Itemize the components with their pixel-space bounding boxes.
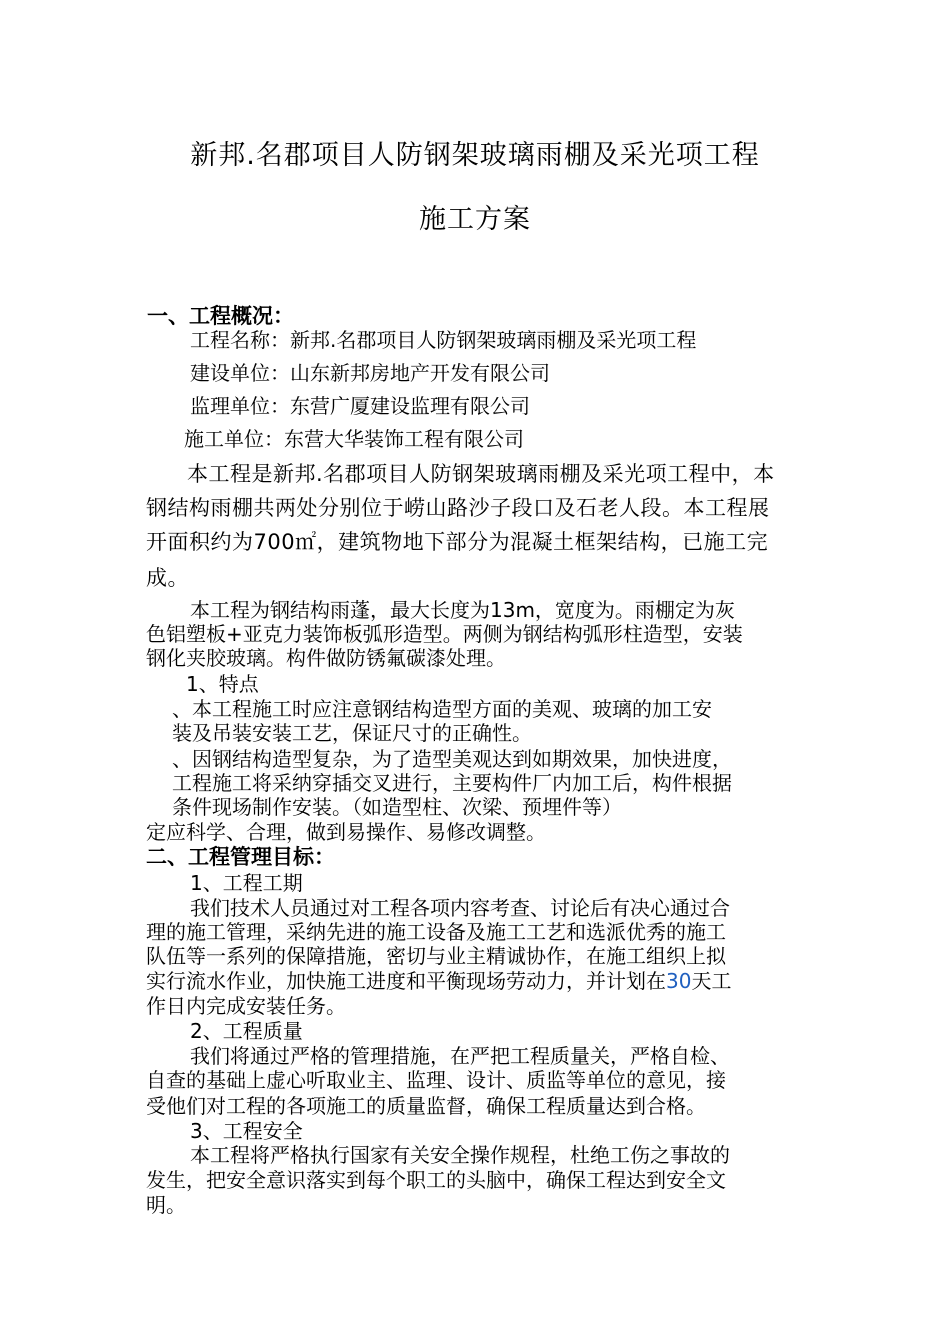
owner-unit: 建设单位：山东新邦房地产开发有限公司 [190, 361, 550, 385]
feature-line: 、本工程施工时应注意钢结构造型方面的美观、玻璃的加工安 [172, 697, 712, 721]
document-subtitle: 施工方案 [419, 204, 531, 235]
structure-paragraph-line: 钢化夹胶玻璃。构件做防锈氟碳漆处理。 [146, 646, 506, 670]
quality-line: 我们将通过严格的管理措施，在严把工程质量关，严格自检、 [190, 1044, 730, 1068]
feature-line: 装及吊装安装工艺，保证尺寸的正确性。 [172, 721, 532, 745]
overview-paragraph-line: 开面积约为700㎡，建筑物地下部分为混凝土框架结构，已施工完 [146, 530, 769, 554]
feature-tail-line: 定应科学、合理，做到易操作、易修改调整。 [146, 820, 546, 844]
overview-paragraph-line: 本工程是新邦.名郡项目人防钢架玻璃雨棚及采光项工程中，本 [187, 462, 775, 486]
schedule-line: 作日内完成安装任务。 [146, 994, 346, 1018]
supervisor-unit: 监理单位：东营广厦建设监理有限公司 [190, 394, 530, 418]
project-name: 工程名称：新邦.名郡项目人防钢架玻璃雨棚及采光项工程 [190, 328, 697, 352]
safety-line: 明。 [146, 1193, 186, 1217]
schedule-heading: 1、工程工期 [190, 871, 303, 895]
section-2-heading: 二、工程管理目标： [146, 845, 335, 869]
quality-line: 受他们对工程的各项施工的质量监督，确保工程质量达到合格。 [146, 1094, 706, 1118]
schedule-text: 实行流水作业，加快施工进度和平衡现场劳动力，并计划在 [146, 969, 666, 993]
structure-paragraph-line: 色铝塑板+亚克力装饰板弧形造型。两侧为钢结构弧形柱造型，安装 [146, 622, 743, 646]
contractor-unit: 施工单位：东营大华装饰工程有限公司 [184, 427, 524, 451]
overview-paragraph-line: 钢结构雨棚共两处分别位于崂山路沙子段口及石老人段。本工程展 [146, 496, 770, 520]
schedule-line: 队伍等一系列的保障措施，密切与业主精诚协作，在施工组织上拟 [146, 944, 726, 968]
schedule-days-number: 30 [666, 969, 692, 993]
safety-line: 发生，把安全意识落实到每个职工的头脑中，确保工程达到安全文 [146, 1168, 726, 1192]
document-title: 新邦.名郡项目人防钢架玻璃雨棚及采光项工程 [190, 140, 760, 171]
schedule-text: 天工 [691, 969, 732, 993]
quality-line: 自查的基础上虚心听取业主、监理、设计、质监等单位的意见，接 [146, 1068, 726, 1092]
feature-line: 工程施工将采纳穿插交叉进行，主要构件厂内加工后，构件根据 [172, 771, 732, 795]
feature-line: 、因钢结构造型复杂，为了造型美观达到如期效果，加快进度， [172, 747, 732, 771]
structure-paragraph-line: 本工程为钢结构雨蓬，最大长度为13m，宽度为。雨棚定为灰 [190, 598, 735, 622]
schedule-line [146, 969, 731, 993]
section-1-heading: 一、工程概况： [147, 304, 294, 328]
features-heading: 1、特点 [186, 672, 259, 696]
quality-heading: 2、工程质量 [190, 1019, 303, 1043]
safety-heading: 3、工程安全 [190, 1119, 303, 1143]
schedule-line: 理的施工管理，采纳先进的施工设备及施工工艺和选派优秀的施工 [146, 920, 726, 944]
schedule-line: 我们技术人员通过对工程各项内容考查、讨论后有决心通过合 [190, 896, 730, 920]
safety-line: 本工程将严格执行国家有关安全操作规程，杜绝工伤之事故的 [190, 1143, 730, 1167]
overview-paragraph-line: 成。 [146, 566, 189, 590]
feature-line: 条件现场制作安装。（如造型柱、次梁、预埋件等） [172, 795, 622, 819]
